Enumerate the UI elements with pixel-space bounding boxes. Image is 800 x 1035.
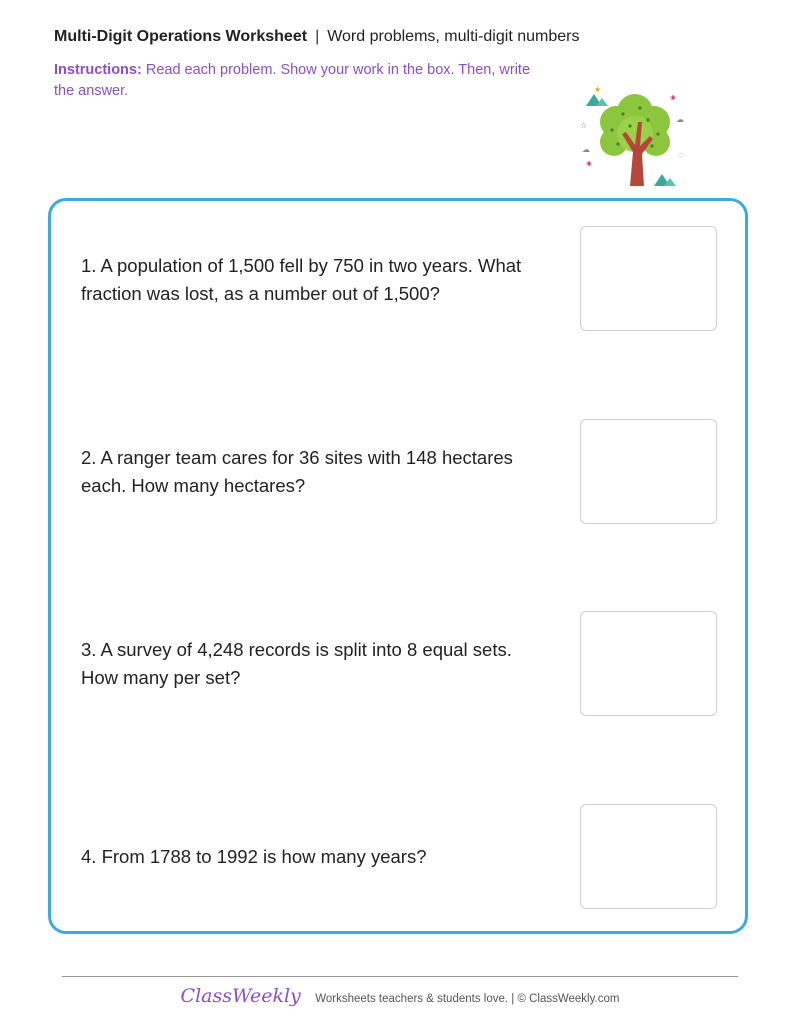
worksheet-subtitle: Word problems, multi-digit numbers (327, 28, 580, 45)
problem-4: 4. From 1788 to 1992 is how many years? (81, 846, 427, 867)
svg-text:❀: ❀ (586, 160, 592, 168)
answer-box-2[interactable] (580, 419, 717, 524)
footer-divider (62, 976, 738, 977)
problem-1: 1. A population of 1,500 fell by 750 in two years. What fraction was lost, as a number out of 1,500? (81, 255, 522, 304)
instructions-label: Instructions: (54, 62, 142, 78)
header-separator: | (315, 28, 320, 45)
problem-3: 3. A survey of 4,248 records is split into 8 equal sets. How many per set? (81, 639, 512, 688)
svg-text:★: ★ (594, 85, 602, 94)
footer (0, 985, 800, 1007)
footer-tagline: Worksheets teachers & students love. | © ClassWeekly.com (315, 993, 620, 1005)
answer-box-4[interactable] (580, 804, 717, 909)
worksheet-header (54, 28, 579, 46)
svg-text:☁: ☁ (676, 115, 684, 124)
answer-box-1[interactable] (580, 226, 717, 331)
svg-text:♡: ♡ (678, 152, 685, 160)
svg-text:❀: ❀ (670, 94, 676, 102)
svg-text:☁: ☁ (582, 145, 590, 154)
worksheet-title: Multi-Digit Operations Worksheet (54, 28, 308, 45)
instructions-text: Read each problem. Show your work in the box. Then, write the answer. (54, 62, 531, 99)
answer-box-3[interactable] (580, 611, 717, 716)
instructions (54, 60, 534, 102)
problem-2: 2. A ranger team cares for 36 sites with 148 hectares each. How many hectares? (81, 447, 513, 496)
brand-logo: ClassWeekly (180, 985, 301, 1007)
svg-text:☆: ☆ (580, 121, 588, 130)
tree-illustration-icon (578, 82, 692, 194)
